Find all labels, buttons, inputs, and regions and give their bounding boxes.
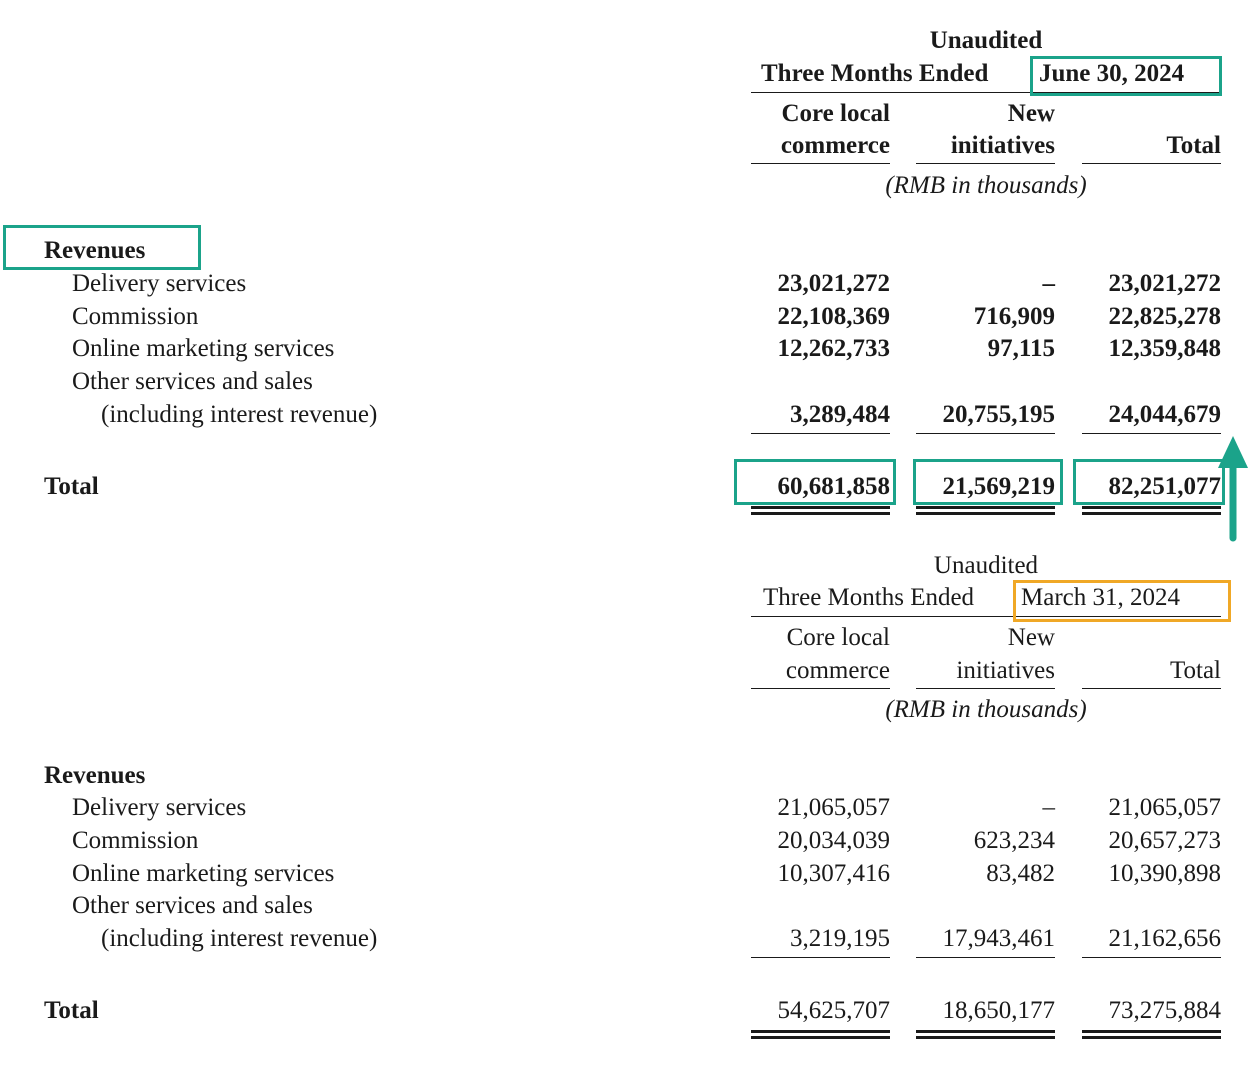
q1-row-label-cont: (including interest revenue) [101, 925, 378, 952]
q1-period-prefix: Three Months Ended [763, 584, 975, 611]
highlight-total-core [734, 459, 896, 505]
q2-col-new-line2: initiatives [950, 132, 1055, 159]
q2-total-double-rule-core [751, 506, 890, 515]
q2-cell-core: 22,108,369 [777, 303, 890, 330]
q2-row-label: Other services and sales [72, 368, 313, 395]
q2-subtotal-rule-core [751, 433, 890, 434]
highlight-revenues-label [3, 225, 201, 270]
q1-cell-core: 20,034,039 [777, 827, 890, 854]
q1-cell-core: 21,065,057 [777, 794, 890, 821]
q2-col-core-rule [751, 163, 890, 164]
q1-total-new: 18,650,177 [942, 997, 1055, 1024]
q2-col-total: Total [1166, 132, 1221, 159]
q1-cell-total: 21,065,057 [1108, 794, 1221, 821]
q1-col-core-line1: Core local [786, 624, 890, 651]
q2-unaudited-heading: Unaudited [929, 27, 1043, 54]
q1-col-core-rule [751, 688, 890, 689]
q2-section-label: Revenues [44, 237, 146, 264]
q1-cell-core: 3,219,195 [790, 925, 890, 952]
q1-col-core-line2: commerce [785, 657, 890, 684]
highlight-total-new [913, 459, 1063, 505]
q1-cell-total: 20,657,273 [1108, 827, 1221, 854]
q1-cell-total: 21,162,656 [1108, 925, 1221, 952]
highlight-june-date [1030, 56, 1222, 96]
q2-total-core: 60,681,858 [777, 473, 890, 500]
q1-cell-core: 10,307,416 [777, 860, 890, 887]
q1-total-label: Total [44, 997, 99, 1024]
q2-total-label: Total [44, 473, 99, 500]
q1-subtotal-rule-core [751, 957, 890, 958]
highlight-total-total [1073, 459, 1225, 505]
q2-cell-core: 3,289,484 [790, 401, 890, 428]
q2-col-core-line1: Core local [781, 100, 890, 127]
q2-cell-core: 23,021,272 [777, 270, 890, 297]
highlight-march-date [1013, 580, 1231, 622]
q2-total-new: 21,569,219 [942, 473, 1055, 500]
q2-cell-new: 97,115 [987, 335, 1055, 362]
q1-total-total: 73,275,884 [1108, 997, 1221, 1024]
q2-cell-total: 12,359,848 [1108, 335, 1221, 362]
q2-row-label: Online marketing services [72, 335, 335, 362]
q2-total-double-rule-total [1082, 506, 1221, 515]
arrow-up-icon [1216, 432, 1250, 544]
q2-cell-new: 20,755,195 [942, 401, 1055, 428]
q2-row-label-cont: (including interest revenue) [101, 401, 378, 428]
q1-col-total-rule [1082, 688, 1221, 689]
q1-total-double-rule-core [751, 1030, 890, 1039]
q2-col-new-rule [916, 163, 1055, 164]
q1-cell-new: 83,482 [986, 860, 1055, 887]
q1-total-core: 54,625,707 [777, 997, 890, 1024]
q1-row-label: Delivery services [72, 794, 247, 821]
q2-row-label: Commission [72, 303, 199, 330]
q1-total-double-rule-new [916, 1030, 1055, 1039]
q1-unaudited-heading: Unaudited [933, 552, 1039, 579]
q2-col-new-line1: New [1007, 100, 1055, 127]
q2-col-total-rule [1082, 163, 1221, 164]
q1-row-label: Other services and sales [72, 892, 313, 919]
q2-total-total: 82,251,077 [1108, 473, 1221, 500]
q1-cell-new: – [1042, 794, 1055, 821]
q2-subtotal-rule-new [916, 433, 1055, 434]
q1-col-total: Total [1169, 657, 1221, 684]
q1-subtotal-rule-new [916, 957, 1055, 958]
q1-col-new-line1: New [1007, 624, 1055, 651]
q2-cell-new: 716,909 [973, 303, 1055, 330]
q2-col-core-line2: commerce [780, 132, 890, 159]
q2-subtotal-rule-total [1082, 433, 1221, 434]
q2-cell-total: 23,021,272 [1108, 270, 1221, 297]
q2-cell-total: 24,044,679 [1108, 401, 1221, 428]
q1-total-double-rule-total [1082, 1030, 1221, 1039]
q2-period-date: June 30, 2024 [1039, 60, 1185, 87]
q2-period-prefix: Three Months Ended [761, 60, 989, 87]
q2-cell-new: – [1042, 270, 1055, 297]
q1-cell-total: 10,390,898 [1108, 860, 1221, 887]
q1-section-label: Revenues [44, 762, 146, 789]
q1-subtotal-rule-total [1082, 957, 1221, 958]
q2-total-double-rule-new [916, 506, 1055, 515]
q1-col-new-line2: initiatives [956, 657, 1055, 684]
q1-row-label: Online marketing services [72, 860, 335, 887]
q2-row-label: Delivery services [72, 270, 247, 297]
q2-cell-total: 22,825,278 [1108, 303, 1221, 330]
q1-row-label: Commission [72, 827, 199, 854]
q1-units-note: (RMB in thousands) [885, 696, 1087, 723]
q1-period-date: March 31, 2024 [1021, 584, 1180, 611]
q1-cell-new: 17,943,461 [942, 925, 1055, 952]
q2-units-note: (RMB in thousands) [885, 172, 1087, 199]
q1-col-new-rule [916, 688, 1055, 689]
q2-cell-core: 12,262,733 [777, 335, 890, 362]
q1-cell-new: 623,234 [973, 827, 1055, 854]
